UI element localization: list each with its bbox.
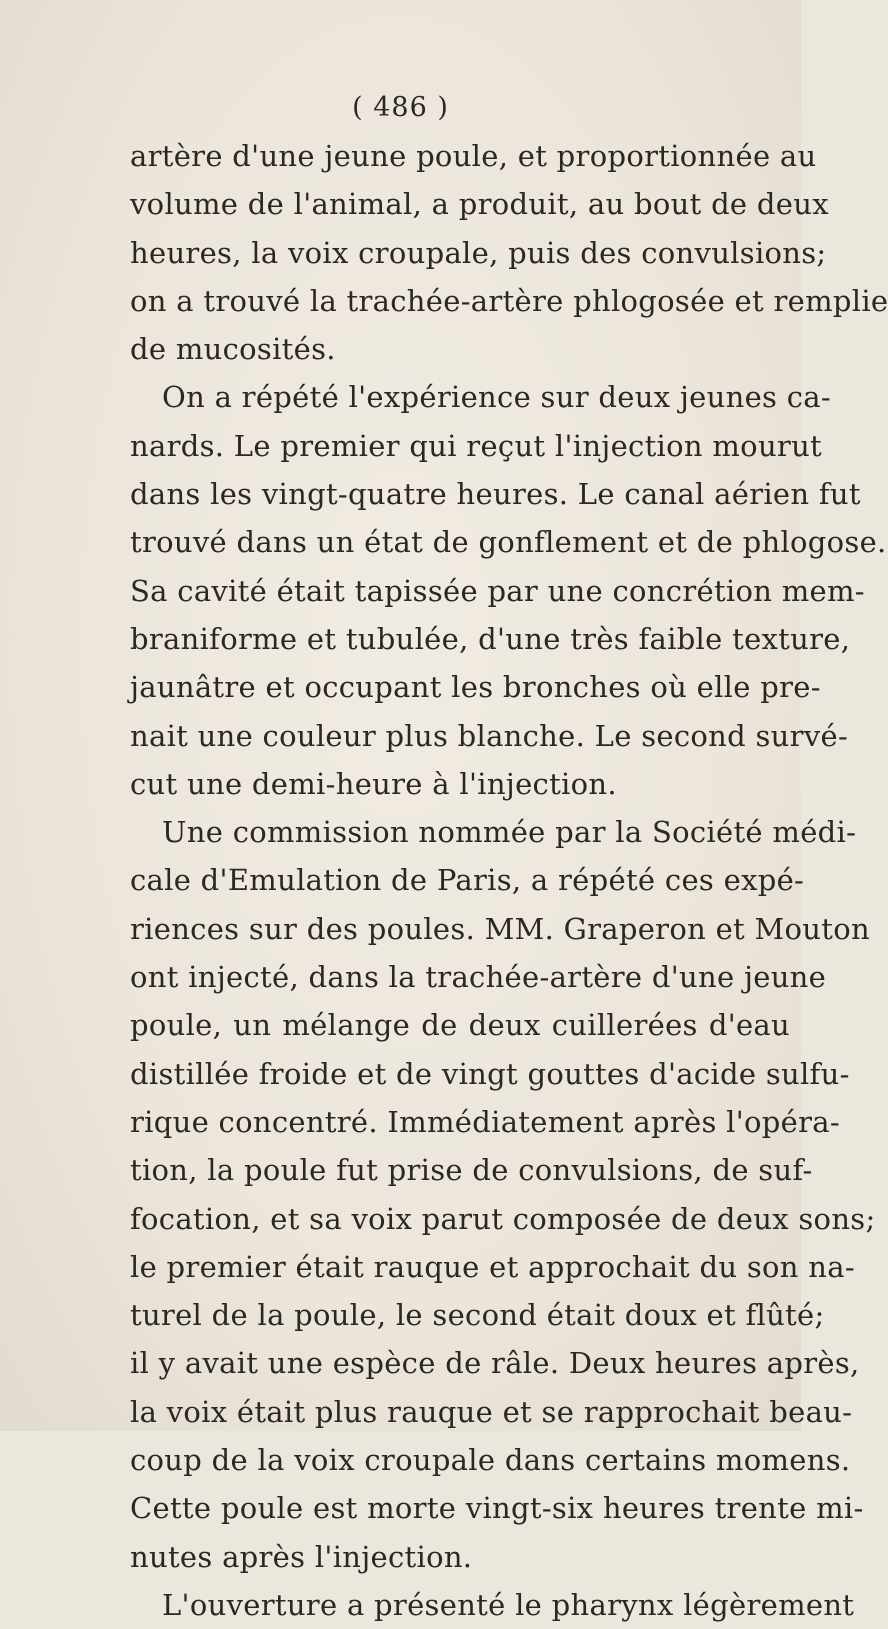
text-line: dans les vingt-quatre heures. Le canal aérien fut	[130, 477, 861, 512]
text-line: jaunâtre et occupant les bronches où elle pre-	[130, 670, 821, 705]
text-line: cale d'Emulation de Paris, a répété ces expé-	[130, 863, 805, 898]
text-line: Sa cavité était tapissée par une concrétion mem-	[130, 573, 865, 608]
text-line: riences sur des poules. MM. Graperon et Mouton	[130, 911, 870, 946]
text-line: focation, et sa voix parut composée de deux sons;	[130, 1201, 876, 1236]
text-line: cut une demi-heure à l'injection.	[130, 766, 617, 801]
text-line: nards. Le premier qui reçut l'injection mourut	[130, 428, 823, 463]
text-line: distillée froide et de vingt gouttes d'acide sulfu-	[130, 1056, 850, 1091]
text-line: braniforme et tubulée, d'une très faible texture,	[130, 621, 851, 656]
paragraph-start-line: L'ouverture a présenté le pharynx légèrement	[162, 1587, 855, 1622]
page-number: ( 486 )	[352, 92, 449, 123]
text-line: on a trouvé la trachée-artère phlogosée et remplie	[130, 283, 888, 318]
text-line: de mucosités.	[130, 332, 336, 367]
text-line: poule, un mélange de deux cuillerées d'eau	[130, 1008, 790, 1043]
text-line: nait une couleur plus blanche. Le second survé-	[130, 718, 849, 753]
text-line: la voix était plus rauque et se rapprochait beau-	[130, 1394, 853, 1429]
text-line: heures, la voix croupale, puis des convulsions;	[130, 235, 827, 270]
text-line: artère d'une jeune poule, et proportionnée au	[130, 139, 817, 173]
text-line: rique concentré. Immédiatement après l'opéra-	[130, 1104, 840, 1139]
text-line: volume de l'animal, a produit, au bout de deux	[130, 187, 829, 222]
text-line: trouvé dans un état de gonflement et de phlogose.	[130, 525, 887, 560]
text-line: turel de la poule, le second était doux et flûté;	[130, 1298, 825, 1333]
text-line: nutes après l'injection.	[130, 1539, 473, 1574]
paragraph-start-line: Une commission nommée par la Société médi-	[162, 815, 857, 850]
text-line: il y avait une espèce de râle. Deux heures après,	[130, 1346, 860, 1381]
text-line: Cette poule est morte vingt-six heures trente mi-	[130, 1491, 864, 1526]
text-line: ont injecté, dans la trachée-artère d'une jeune	[130, 960, 827, 995]
text-line: coup de la voix croupale dans certains momens.	[130, 1443, 851, 1478]
text-line: le premier était rauque et approchait du son na-	[130, 1249, 855, 1284]
text-line: tion, la poule fut prise de convulsions, de suf-	[130, 1153, 813, 1188]
paragraph-start-line: On a répété l'expérience sur deux jeunes ca-	[162, 380, 831, 415]
body-text	[130, 132, 888, 1629]
